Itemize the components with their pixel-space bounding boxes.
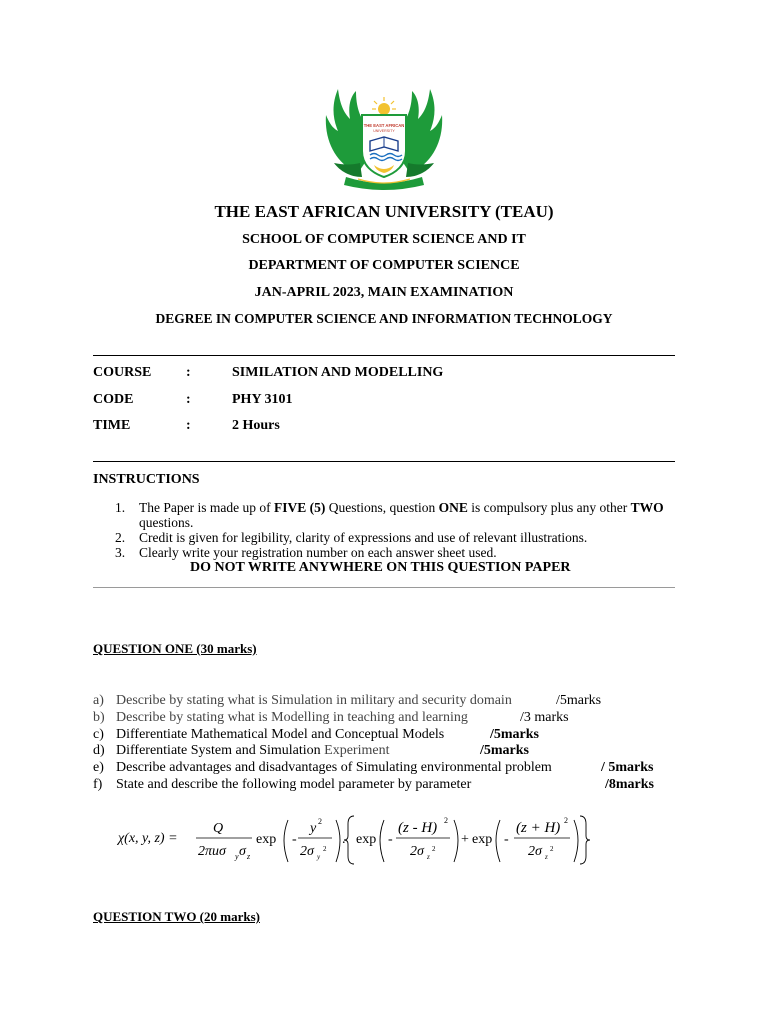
instructions-heading: INSTRUCTIONS — [93, 472, 200, 487]
item-letter: c) — [93, 727, 104, 742]
svg-text:2σ: 2σ — [300, 844, 314, 859]
item-text: State and describe the following model parameter by parameter — [116, 777, 472, 792]
svg-text:-: - — [504, 832, 509, 847]
item-letter: f) — [93, 777, 103, 792]
warning-text: DO NOT WRITE ANYWHERE ON THIS QUESTION PAPER — [190, 560, 571, 575]
item-text: Describe advantages and disadvantages of Simulating environmental problem — [116, 760, 552, 775]
eq-denominator: 2πuσ — [198, 844, 226, 859]
instruction-text: The Paper is made up of FIVE (5) Questions, question ONE is compulsory plus any other TWO questions. — [139, 500, 664, 530]
logo-text-2: UNIVERSITY — [373, 129, 395, 133]
svg-text:.: . — [342, 832, 346, 847]
svg-text:2σ: 2σ — [528, 844, 542, 859]
svg-text:2: 2 — [550, 845, 554, 853]
svg-text:2: 2 — [444, 816, 448, 825]
time-key: TIME — [93, 418, 131, 433]
divider-middle — [93, 461, 675, 462]
item-text: Differentiate Mathematical Model and Conceptual Models — [116, 727, 445, 742]
time-value: 2 Hours — [232, 418, 280, 433]
time-sep: : — [186, 418, 191, 433]
course-sep: : — [186, 365, 191, 380]
svg-text:2: 2 — [323, 845, 327, 853]
question-one-heading: QUESTION ONE (30 marks) — [93, 641, 257, 656]
school-name: SCHOOL OF COMPUTER SCIENCE AND IT — [242, 232, 526, 247]
instruction-text: Credit is given for legibility, clarity of expressions and use of relevant illustrations. — [139, 530, 588, 545]
eq-exp-1: exp — [256, 832, 277, 847]
university-title: THE EAST AFRICAN UNIVERSITY (TEAU) — [214, 202, 554, 221]
exam-session: JAN-APRIL 2023, MAIN EXAMINATION — [254, 285, 514, 300]
course-key: COURSE — [93, 365, 152, 380]
instruction-number: 3. — [115, 545, 126, 560]
instruction-text: Clearly write your registration number on each answer sheet used. — [139, 545, 497, 560]
item-letter: e) — [93, 760, 104, 775]
item-marks: / 5marks — [601, 760, 654, 775]
eq-numerator: Q — [212, 821, 224, 836]
item-letter: a) — [93, 693, 104, 708]
item-letter: d) — [93, 743, 105, 758]
degree-name: DEGREE IN COMPUTER SCIENCE AND INFORMATION TECHNOLOGY — [155, 311, 613, 326]
svg-text:z: z — [427, 853, 430, 861]
svg-text:y: y — [317, 853, 321, 861]
svg-text:-: - — [292, 832, 297, 847]
svg-text:σ: σ — [239, 844, 246, 859]
svg-text:z: z — [545, 853, 548, 861]
question-two-heading: QUESTION TWO (20 marks) — [93, 909, 260, 924]
item-marks: /3 marks — [520, 710, 569, 725]
course-value: SIMILATION AND MODELLING — [232, 365, 444, 380]
svg-text:2σ: 2σ — [410, 844, 424, 859]
item-marks: /5marks — [490, 727, 539, 742]
svg-text:z: z — [247, 852, 251, 861]
svg-text:2: 2 — [432, 845, 436, 853]
item-marks: /8marks — [605, 777, 654, 792]
department-name: DEPARTMENT OF COMPUTER SCIENCE — [248, 258, 520, 273]
svg-text:(z - H): (z - H) — [398, 820, 438, 836]
item-text: Describe by stating what is Modelling in teaching and learning — [116, 710, 468, 725]
svg-text:+: + — [461, 832, 469, 847]
item-letter: b) — [93, 710, 105, 725]
code-sep: : — [186, 392, 191, 407]
university-logo — [318, 85, 450, 193]
instruction-number: 1. — [115, 500, 126, 515]
dispersion-equation — [110, 808, 610, 870]
svg-text:y: y — [310, 821, 317, 836]
svg-text:2: 2 — [318, 817, 322, 826]
svg-text:2: 2 — [564, 816, 568, 825]
item-text: Describe by stating what is Simulation in military and security domain — [116, 693, 512, 708]
instruction-number: 2. — [115, 530, 126, 545]
item-text: Differentiate System and Simulation Experiment — [116, 743, 390, 758]
svg-text:exp: exp — [356, 832, 377, 847]
logo-text-1: THE EAST AFRICAN — [363, 123, 405, 128]
divider-bottom — [93, 587, 675, 588]
svg-text:exp: exp — [472, 832, 493, 847]
eq-lhs: χ(x, y, z) = — [118, 831, 178, 846]
code-value: PHY 3101 — [232, 392, 293, 407]
instruction-item-1 — [115, 500, 664, 532]
divider-top — [93, 355, 675, 356]
svg-text:-: - — [388, 832, 393, 847]
item-marks: /5marks — [480, 743, 529, 758]
svg-text:(z + H): (z + H) — [516, 820, 561, 836]
sun-icon — [372, 97, 396, 115]
item-marks: /5marks — [556, 693, 602, 708]
svg-text:y: y — [235, 852, 239, 861]
code-key: CODE — [93, 392, 134, 407]
